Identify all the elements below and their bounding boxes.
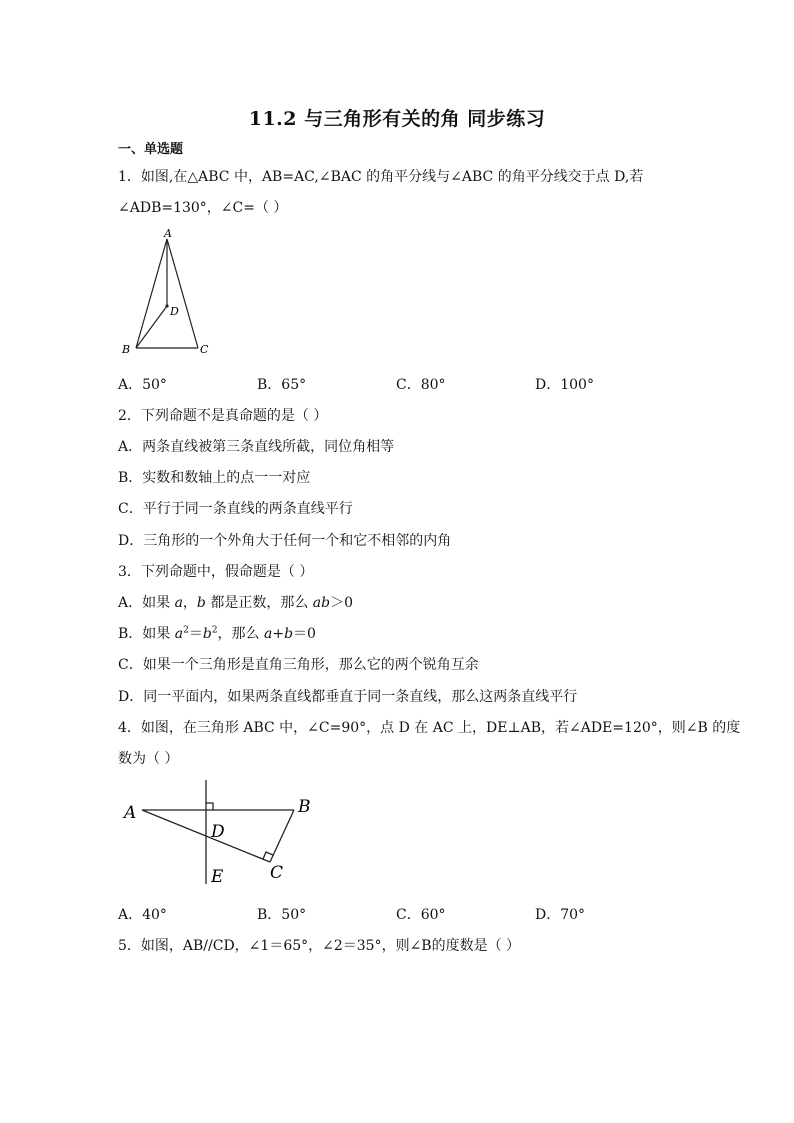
q3-b-exp1: 2 bbox=[183, 625, 189, 636]
q4-option-d[interactable]: D．70° bbox=[535, 907, 586, 923]
q2-stem: 2．下列命题不是真命题的是（ ） bbox=[118, 408, 328, 424]
q3-a-text3: 都是正数，那么 bbox=[205, 595, 313, 611]
q4-option-c[interactable]: C．60° bbox=[396, 907, 446, 923]
q1-segment-bd bbox=[136, 306, 167, 348]
q3-option-b[interactable] bbox=[118, 623, 316, 643]
q3-a-text4: ＞0 bbox=[330, 595, 354, 611]
q1-option-a[interactable]: A．50° bbox=[118, 377, 167, 393]
q1-stem-line1: 1．如图,在△ABC 中，AB=AC,∠BAC 的角平分线与∠ABC 的角平分线交于点 D,若 bbox=[118, 169, 644, 185]
q3-b-text1: B．如果 bbox=[118, 626, 175, 642]
q4-option-a[interactable]: A．40° bbox=[118, 907, 167, 923]
q4-label-e: E bbox=[211, 867, 224, 886]
q4-stem-line1: 4．如图，在三角形 ABC 中，∠C=90°，点 D 在 AC 上，DE⊥AB，若∠ADE=120°，则∠B 的度 bbox=[118, 720, 741, 736]
q3-a-var-b: b bbox=[196, 595, 206, 611]
q3-option-a[interactable] bbox=[118, 592, 353, 612]
q4-option-b[interactable]: B．50° bbox=[257, 907, 307, 923]
q1-option-d[interactable]: D．100° bbox=[535, 377, 594, 393]
q4-label-b: B bbox=[298, 797, 311, 817]
q4-label-d: D bbox=[211, 822, 225, 842]
q1-label-a: A bbox=[164, 227, 172, 240]
q1-segment-ac bbox=[167, 239, 198, 348]
q3-b-text3: ，那么 bbox=[217, 626, 264, 642]
q3-b-exp2: 2 bbox=[211, 625, 218, 636]
q3-stem: 3．下列命题中，假命题是（ ） bbox=[118, 564, 314, 580]
q4-segment-bc bbox=[270, 810, 294, 862]
q2-option-a[interactable]: A．两条直线被第三条直线所截，同位角相等 bbox=[118, 439, 395, 455]
q4-label-a: A bbox=[124, 803, 137, 823]
page-title: 11.2 与三角形有关的角 同步练习 bbox=[248, 108, 546, 130]
q1-stem-line2: ∠ADB=130°，∠C=（ ） bbox=[118, 200, 288, 216]
q1-option-b[interactable]: B．65° bbox=[257, 377, 307, 393]
q1-label-b: B bbox=[122, 343, 131, 356]
q3-a-text1: A．如果 bbox=[118, 595, 175, 611]
q3-b-text2: ＝ bbox=[188, 626, 203, 642]
q3-a-var-ab: ab bbox=[312, 595, 331, 611]
q2-option-d[interactable]: D．三角形的一个外角大于任何一个和它不相邻的内角 bbox=[118, 533, 452, 549]
q3-b-var-a: a bbox=[174, 626, 184, 642]
q1-point-d bbox=[165, 304, 168, 307]
section-heading: 一、单选题 bbox=[118, 142, 184, 157]
q1-segment-ab bbox=[136, 239, 167, 348]
q1-triangle-figure bbox=[112, 226, 222, 358]
q4-right-triangle-figure bbox=[118, 778, 328, 886]
q4-label-c: C bbox=[270, 863, 284, 883]
q3-b-var-apb: a+b bbox=[264, 626, 294, 642]
q4-stem-line2: 数为（ ） bbox=[118, 751, 179, 767]
q5-stem: 5．如图，AB//CD，∠1＝65°，∠2＝35°，则∠B的度数是（ ） bbox=[118, 938, 521, 954]
q1-label-c: C bbox=[200, 343, 209, 356]
q3-option-d[interactable]: D．同一平面内，如果两条直线都垂直于同一条直线，那么这两条直线平行 bbox=[118, 689, 578, 705]
q1-label-d: D bbox=[170, 305, 179, 318]
q3-a-var-a: a bbox=[174, 595, 183, 611]
q4-right-angle-mark-ab bbox=[206, 803, 213, 810]
q3-b-text4: ＝0 bbox=[293, 626, 316, 642]
q2-option-c[interactable]: C．平行于同一条直线的两条直线平行 bbox=[118, 501, 353, 517]
q3-a-text2: ， bbox=[182, 595, 197, 611]
q1-option-c[interactable]: C．80° bbox=[396, 377, 446, 393]
q3-option-c[interactable]: C．如果一个三角形是直角三角形，那么它的两个锐角互余 bbox=[118, 657, 479, 673]
q2-option-b[interactable]: B．实数和数轴上的点一一对应 bbox=[118, 470, 311, 486]
q3-b-var-b: b bbox=[202, 626, 212, 642]
